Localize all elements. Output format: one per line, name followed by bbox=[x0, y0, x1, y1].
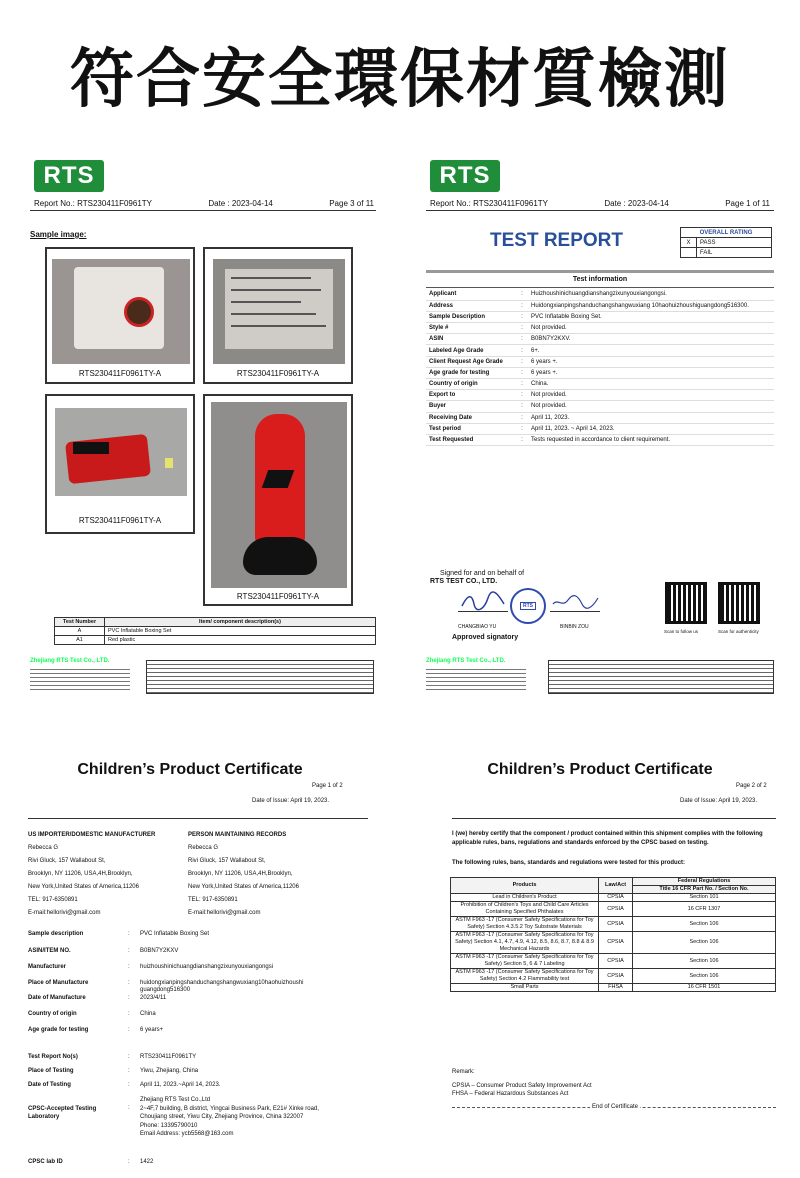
field-label: Sample description bbox=[28, 931, 84, 937]
records-line: Rivi Gluck, 157 Wallabout St, bbox=[188, 858, 266, 864]
table-header: Test Number bbox=[55, 618, 105, 627]
sample-photo-3 bbox=[45, 394, 195, 534]
field-value: 6 years+ bbox=[140, 1027, 164, 1033]
info-row: Export to : Not provided. bbox=[426, 390, 774, 401]
table-row: ASTM F963 -17 (Consumer Safety Specifications for Toy Safety) Section 4.2 Flammability test CPSIA Section 106 bbox=[451, 969, 776, 984]
field-label: Manufacturer bbox=[28, 964, 67, 970]
field-value: April 11, 2023.~April 14, 2023. bbox=[140, 1082, 221, 1088]
info-row: Client Request Age Grade : 6 years +. bbox=[426, 356, 774, 367]
importer-line: Rebecca G bbox=[28, 845, 59, 851]
field-colon: : bbox=[128, 995, 130, 1001]
signer-name-1: CHANGBIAO YU bbox=[458, 624, 497, 630]
qr-code-authenticity bbox=[718, 582, 760, 624]
report-number: Report No.: RTS230411F0961TY bbox=[34, 199, 152, 208]
records-line: New York,United States of America,11206 bbox=[188, 884, 299, 890]
sample-photo-2 bbox=[203, 247, 353, 384]
scan-authenticity-label: Scan for authenticity bbox=[718, 629, 759, 634]
records-line: TEL: 917-6350891 bbox=[188, 897, 238, 903]
field-value: 2023/4/11 bbox=[140, 995, 167, 1001]
table-header: Federal Regulations bbox=[633, 878, 776, 886]
field-label: Place of Testing bbox=[28, 1068, 74, 1074]
sample-photo-1 bbox=[45, 247, 195, 384]
qr-code-follow bbox=[665, 582, 707, 624]
field-colon: : bbox=[128, 1027, 130, 1033]
report-title: TEST REPORT bbox=[490, 230, 624, 251]
table-row: A PVC Inflatable Boxing Set bbox=[55, 627, 376, 636]
info-row: Country of origin : China. bbox=[426, 379, 774, 390]
info-row: ASIN : B0BN7Y2KXV. bbox=[426, 334, 774, 345]
field-value: huidongxianpingshanduchangshangwuxiang10haohuizhoushi guangdong516300 bbox=[140, 980, 304, 993]
records-line: Brooklyn, NY 11206, USA,4H,Brooklyn, bbox=[188, 871, 293, 877]
importer-line: Brooklyn, NY 11206, USA,4H,Brooklyn, bbox=[28, 871, 133, 877]
info-row: Buyer : Not provided. bbox=[426, 401, 774, 412]
test-info-table bbox=[426, 289, 774, 446]
table-header: Item/ component description(s) bbox=[105, 618, 376, 627]
report-page-test-info bbox=[418, 150, 780, 705]
table-row: ASTM F963 -17 (Consumer Safety Specifications for Toy Safety) Section 4.3.5.2 Toy Substrate Materials CPSIA Section 106 bbox=[451, 917, 776, 932]
table-row: Lead in Children's Product CPSIA Section 101 bbox=[451, 894, 776, 902]
regulations-table bbox=[450, 877, 776, 992]
signature-1 bbox=[458, 590, 508, 612]
page-number: Page 3 of 11 bbox=[329, 199, 374, 208]
table-row: ASTM F963 -17 (Consumer Safety Specifications for Toy Safety) Section 4.1, 4.7, 4.9, 4.12, 8.5, 8.6, 8.7, 8.8 & 8.9 Mechanical Hazards CPSIA Section 106 bbox=[451, 932, 776, 954]
cpc-title: Children’s Product Certificate bbox=[487, 761, 713, 778]
records-heading: PERSON MAINTAINING RECORDS bbox=[188, 832, 287, 838]
rating-title: OVERALL RATING bbox=[681, 228, 772, 238]
page-number: Page 1 of 11 bbox=[725, 199, 770, 208]
footer-company: Zhejiang RTS Test Co., LTD. bbox=[426, 658, 506, 664]
report-number: Report No.: RTS230411F0961TY bbox=[430, 199, 548, 208]
table-row: Prohibition of Children's Toys and Child Care Articles Containing Specified Phthalates CPSIA 16 CFR 1307 bbox=[451, 902, 776, 917]
info-row: Test period : April 11, 2023. ~ April 14, 2023. bbox=[426, 423, 774, 434]
lab-line: Choujiang street, Yiwu City, Zhejiang Province, China 322007 bbox=[140, 1114, 304, 1120]
cpc-page-1: Children’s Product Certificate Page 1 of 2 Date of Issue: April 19, 2023. US IMPORTER/DOMESTIC MANUFACTURER PERSON MAINTAINING RECORDS CPSC-Accepted Testing Laboratory : CPSC lab ID : 1422 Rebecca G Rivi Gluck, 157 Wallabout St, Brooklyn, NY 11206, USA,4H,Brooklyn, New York,United States of America,11206 TEL: 917-6350891 E-mail:hellorivi@gmail.com Rebecca G Rivi Gluck, 157 Wallabout St, Brooklyn, NY 11206, USA,4H,Brooklyn, New York,United States of America,11206 TEL: 917-6350891 E-mail:hellorivi@gmail.com Sample description : PVC Inflatable Boxing Set ASIN/ITEM NO. : B0BN7Y2KXV Manufacturer : huizhoushinichuangdianshangzixunyouxiangongsi Place of Manufacture : huidongxianpingshanduchangshangwuxiang10haohuizhoushi guangdong516300 Date of Manufacture : 2023/4/11 Country of origin : China Age grade for testing : 6 years+ Test Report No(s) : RTS230411F0961TY Place of Testing : Yiwu, Zhejiang, China Date of Testing : April 11, 2023.~April 14, 2023. Zhejiang RTS Test Co.,Ltd 2~4F,7 building, B district, Yingcai Business Park, E21# Xinke road, Choujiang street, Yiwu City, Zhejiang Province, China 322007 Phone: 13395790010 Email Address: ycb5568@163.com bbox=[20, 735, 390, 1175]
page-headline: 符合安全環保材質檢測 bbox=[70, 43, 730, 117]
records-line: E-mail:hellorivi@gmail.com bbox=[188, 910, 261, 916]
table-header: Products bbox=[451, 878, 599, 894]
table-row: Small Parts FHSA 16 CFR 1501 bbox=[451, 984, 776, 992]
field-colon: : bbox=[128, 948, 130, 954]
field-value: huizhoushinichuangdianshangzixunyouxiangongsi bbox=[140, 964, 274, 970]
overall-rating-box bbox=[680, 227, 772, 258]
info-row: Age grade for testing : 6 years +. bbox=[426, 367, 774, 378]
field-colon: : bbox=[128, 980, 130, 986]
table-row: ASTM F963 -17 (Consumer Safety Specifications for Toy Safety) Section 5, 6 & 7 Labeling CPSIA Section 106 bbox=[451, 954, 776, 969]
footer-disclaimer bbox=[146, 660, 374, 694]
lab-id-value: 1422 bbox=[140, 1159, 154, 1165]
field-label: Date of Manufacture bbox=[28, 995, 86, 1001]
rating-check: X bbox=[681, 238, 697, 248]
field-colon: : bbox=[128, 1011, 130, 1017]
report-date: Date : 2023-04-14 bbox=[604, 199, 669, 208]
report-date: Date : 2023-04-14 bbox=[208, 199, 273, 208]
lab-label: CPSC-Accepted Testing Laboratory bbox=[28, 1106, 97, 1120]
remark-line: FHSA – Federal Hazardous Substances Act bbox=[452, 1091, 569, 1097]
table-header: Title 16 CFR Part No. / Section No. bbox=[633, 886, 776, 894]
field-label: Country of origin bbox=[28, 1011, 77, 1017]
field-value: B0BN7Y2KXV bbox=[140, 948, 179, 954]
certify-statement: I (we) hereby certify that the component / product contained within this shipment complies with the following applicable rules, bans, regulations and standards enforced by the CPSC based on testing. bbox=[452, 831, 763, 846]
importer-line: E-mail:hellorivi@gmail.com bbox=[28, 910, 101, 916]
field-value: China bbox=[140, 1011, 156, 1017]
info-row: Receiving Date : April 11, 2023. bbox=[426, 412, 774, 423]
signed-line: Signed for and on behalf of bbox=[440, 570, 525, 577]
page-number: Page 1 of 2 bbox=[312, 783, 343, 789]
rating-fail: FAIL bbox=[697, 248, 772, 258]
table-header: Law/Act bbox=[599, 878, 633, 894]
importer-line: New York,United States of America,11206 bbox=[28, 884, 139, 890]
scan-follow-label: Scan to follow us bbox=[664, 629, 699, 634]
importer-heading: US IMPORTER/DOMESTIC MANUFACTURER bbox=[28, 832, 156, 838]
field-value: PVC Inflatable Boxing Set bbox=[140, 931, 210, 937]
info-row: Applicant : Huizhoushinichuangdianshangzixunyouxiangongsi. bbox=[426, 289, 774, 300]
footer-company: Zhejiang RTS Test Co., LTD. bbox=[30, 658, 110, 664]
end-of-certificate: End of Certificate bbox=[592, 1104, 639, 1110]
field-colon: : bbox=[128, 964, 130, 970]
lab-line: Zhejiang RTS Test Co.,Ltd bbox=[140, 1097, 211, 1103]
following-statement: The following rules, bans, standards and regulations were tested for this product: bbox=[452, 860, 686, 866]
cpc-title: Children’s Product Certificate bbox=[77, 761, 303, 778]
rts-logo: RTS bbox=[34, 160, 104, 192]
issue-date: Date of Issue: April 19, 2023. bbox=[252, 798, 330, 804]
field-label: ASIN/ITEM NO. bbox=[28, 948, 71, 954]
info-row: Labeled Age Grade : 6+. bbox=[426, 345, 774, 356]
item-table bbox=[54, 617, 376, 645]
info-row: Style # : Not provided. bbox=[426, 323, 774, 334]
field-label: Place of Manufacture bbox=[28, 980, 89, 986]
rts-logo: RTS bbox=[430, 160, 500, 192]
approved-signatory: Approved signatory bbox=[452, 634, 519, 641]
cpc-page-2 bbox=[420, 735, 785, 1175]
sample-image-label: Sample image: bbox=[30, 230, 87, 239]
rating-pass: PASS bbox=[697, 238, 772, 248]
importer-line: TEL: 917-6350891 bbox=[28, 897, 78, 903]
field-colon: : bbox=[128, 1082, 130, 1088]
importer-line: Rivi Gluck, 157 Wallabout St, bbox=[28, 858, 106, 864]
info-row: Test Requested : Tests requested in accordance to client requirement. bbox=[426, 434, 774, 445]
sample-photo-4 bbox=[203, 394, 353, 606]
lab-line: Email Address: ycb5568@163.com bbox=[140, 1131, 234, 1137]
photo-caption: RTS230411F0961TY-A bbox=[236, 369, 320, 378]
info-row: Address : Huidongxianpingshanduchangshangwuxiang 10haohuizhoushiguangdong516300. bbox=[426, 300, 774, 311]
remark-line: CPSIA – Consumer Product Safety Improvement Act bbox=[452, 1083, 592, 1089]
field-value: RTS230411F0961TY bbox=[140, 1054, 197, 1060]
lab-id-label: CPSC lab ID bbox=[28, 1159, 63, 1165]
photo-caption: RTS230411F0961TY-A bbox=[78, 369, 162, 378]
field-value: Yiwu, Zhejiang, China bbox=[140, 1068, 199, 1074]
field-colon: : bbox=[128, 931, 130, 937]
signed-company: RTS TEST CO., LTD. bbox=[430, 578, 498, 585]
records-line: Rebecca G bbox=[188, 845, 219, 851]
field-label: Date of Testing bbox=[28, 1082, 71, 1088]
company-seal: RTS bbox=[510, 588, 546, 624]
table-row: A1 Red plastic bbox=[55, 636, 376, 645]
lab-line: 2~4F,7 building, B district, Yingcai Business Park, E21# Xinke road, bbox=[140, 1105, 319, 1112]
field-colon: : bbox=[128, 1054, 130, 1060]
remark-label: Remark: bbox=[452, 1069, 475, 1075]
info-section-title: Test information bbox=[572, 276, 628, 283]
photo-caption: RTS230411F0961TY-A bbox=[78, 516, 162, 525]
lab-line: Phone: 13395790010 bbox=[140, 1122, 198, 1129]
field-label: Age grade for testing bbox=[28, 1027, 89, 1033]
report-page-sample-images bbox=[22, 150, 382, 705]
issue-date: Date of Issue: April 19, 2023. bbox=[680, 798, 758, 804]
field-colon: : bbox=[128, 1068, 130, 1074]
info-row: Sample Description : PVC Inflatable Boxing Set. bbox=[426, 311, 774, 322]
page-number: Page 2 of 2 bbox=[736, 783, 767, 789]
signature-2 bbox=[550, 590, 600, 612]
photo-caption: RTS230411F0961TY-A bbox=[236, 592, 320, 601]
field-label: Test Report No(s) bbox=[28, 1054, 78, 1060]
footer-disclaimer bbox=[548, 660, 774, 694]
signer-name-2: BINBIN ZOU bbox=[560, 624, 589, 630]
